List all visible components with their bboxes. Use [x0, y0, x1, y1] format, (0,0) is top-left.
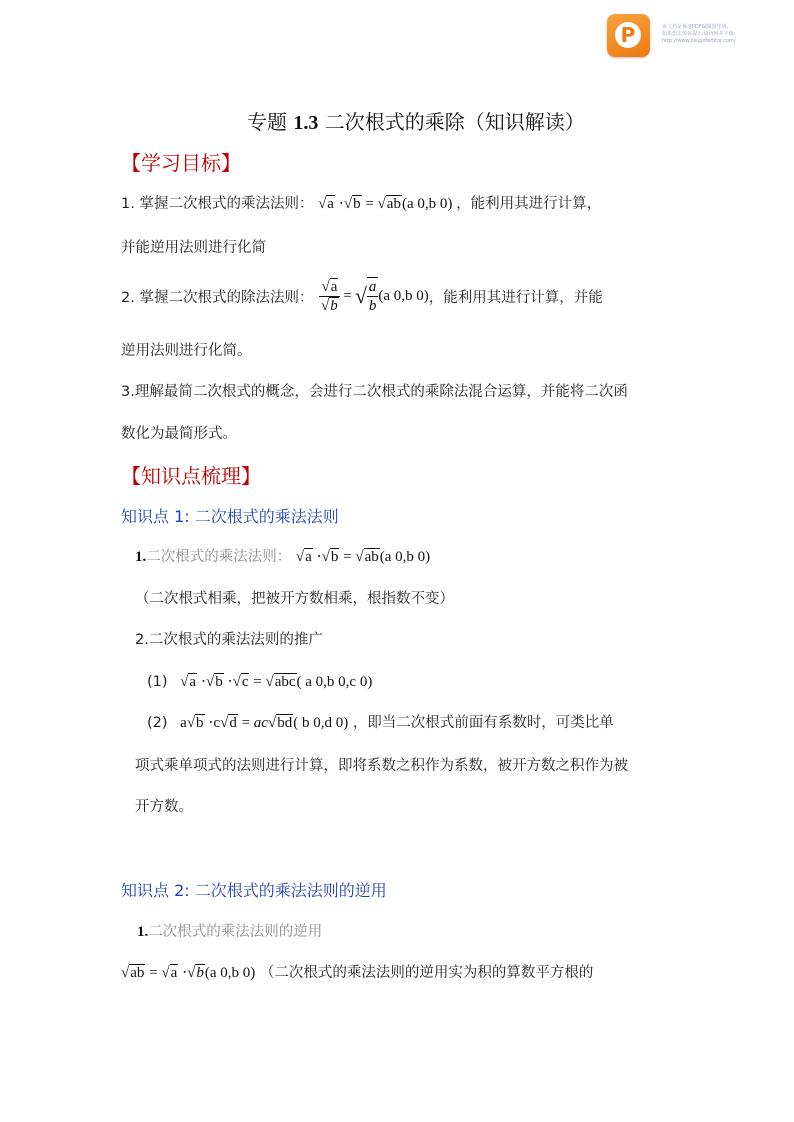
title-number: 1.3 — [293, 112, 319, 134]
goal-3-line-2: 数化为最简形式。 — [121, 426, 237, 442]
pdf-editor-logo — [607, 14, 650, 57]
kp1-sub-1: (1) √a ⋅√b ⋅√c = √abc( a 0,b 0,c 0) — [147, 674, 373, 690]
kp1-item-1-label: 二次根式的乘法法则： — [146, 549, 292, 565]
goal-1-line-1 — [121, 192, 601, 213]
kp2-formula: √ab = √a ⋅√b(a 0,b 0) — [121, 965, 256, 981]
kp1-heading: 知识点 1: 二次根式的乘法法则 — [121, 507, 339, 526]
title-text: 二次根式的乘除（知识解读） — [324, 110, 585, 134]
goal-2-line-2: 逆用法则进行化简。 — [121, 343, 252, 359]
kp1-sub-2-formula: a√b ⋅c√d = ac√bd( b 0,d 0) — [180, 715, 349, 731]
kp1-item-1: 1.二次根式的乘法法则： √a ⋅√b = √ab(a 0,b 0) — [135, 549, 431, 565]
watermark-line-1: 该文档是极速PDF编辑器生成, — [662, 24, 729, 30]
goal-3-line-1: 3.理解最简二次根式的概念，会进行二次根式的乘除法混合运算，并能将二次函 — [121, 384, 628, 400]
kp1-sub-2: (2) a√b ⋅c√d = ac√bd( b 0,d 0) ，即当二次根式前面有系数时，可类比单 — [147, 715, 614, 731]
section-heading-knowledge: 【知识点梳理】 — [121, 464, 261, 488]
kp1-item-1-formula: √a ⋅√b = √ab(a 0,b 0) — [295, 549, 431, 565]
goal-1-suffix: ，能利用其进行计算， — [456, 196, 602, 212]
kp1-sub-1-formula: √a ⋅√b ⋅√c = √abc( a 0,b 0,c 0) — [180, 674, 373, 690]
kp1-item-2: 2.二次根式的乘法法则的推广 — [135, 632, 323, 648]
kp2-formula-text: （二次根式的乘法法则的逆用实为积的算数平方根的 — [259, 965, 594, 981]
goal-1-line-2: 并能逆用法则进行化简 — [121, 240, 266, 256]
watermark-line-3: http://www.jisupdfeditor.com/ — [662, 38, 736, 44]
section-heading-goals: 【学习目标】 — [121, 151, 241, 175]
goal-2-formula: $\frac{√a}{√b}$ = √ $\frac{a}{b}$ (a 0,b 0) — [321, 278, 429, 314]
goal-2-prefix: 2. 掌握二次根式的除法法则： — [121, 289, 314, 306]
goal-2-suffix: ，能利用其进行计算，并能 — [428, 289, 603, 306]
kp2-item-1: 1.二次根式的乘法法则的逆用 — [137, 924, 323, 940]
kp1-item-1-note: （二次根式相乘，把被开方数相乘，根指数不变） — [135, 591, 454, 607]
goal-2-line-1 — [121, 276, 603, 316]
kp2-heading: 知识点 2: 二次根式的乘法法则的逆用 — [121, 881, 387, 900]
watermark-line-2: 如果想去掉该提示,请访问并下载: — [662, 31, 736, 37]
kp1-sub-2-line-3: 开方数。 — [135, 799, 193, 815]
goal-1-formula: √a ⋅√b = √ab(a 0,b 0) — [318, 196, 453, 212]
kp1-sub-2-text: ，即当二次根式前面有系数时，可类比单 — [352, 715, 614, 731]
goal-1-cond: (a 0,b 0) — [401, 196, 453, 212]
title-prefix: 专题 — [247, 110, 287, 134]
kp1-sub-2-line-2: 项式乘单项式的法则进行计算，即将系数之积作为系数，被开方数之积作为被 — [135, 758, 628, 774]
kp2-formula-line — [121, 961, 593, 982]
page-title — [247, 106, 585, 135]
logo-letter: P — [615, 22, 641, 48]
goal-2-cond: (a 0,b 0) — [378, 287, 429, 304]
goal-1-prefix: 1. 掌握二次根式的乘法法则： — [121, 196, 314, 212]
